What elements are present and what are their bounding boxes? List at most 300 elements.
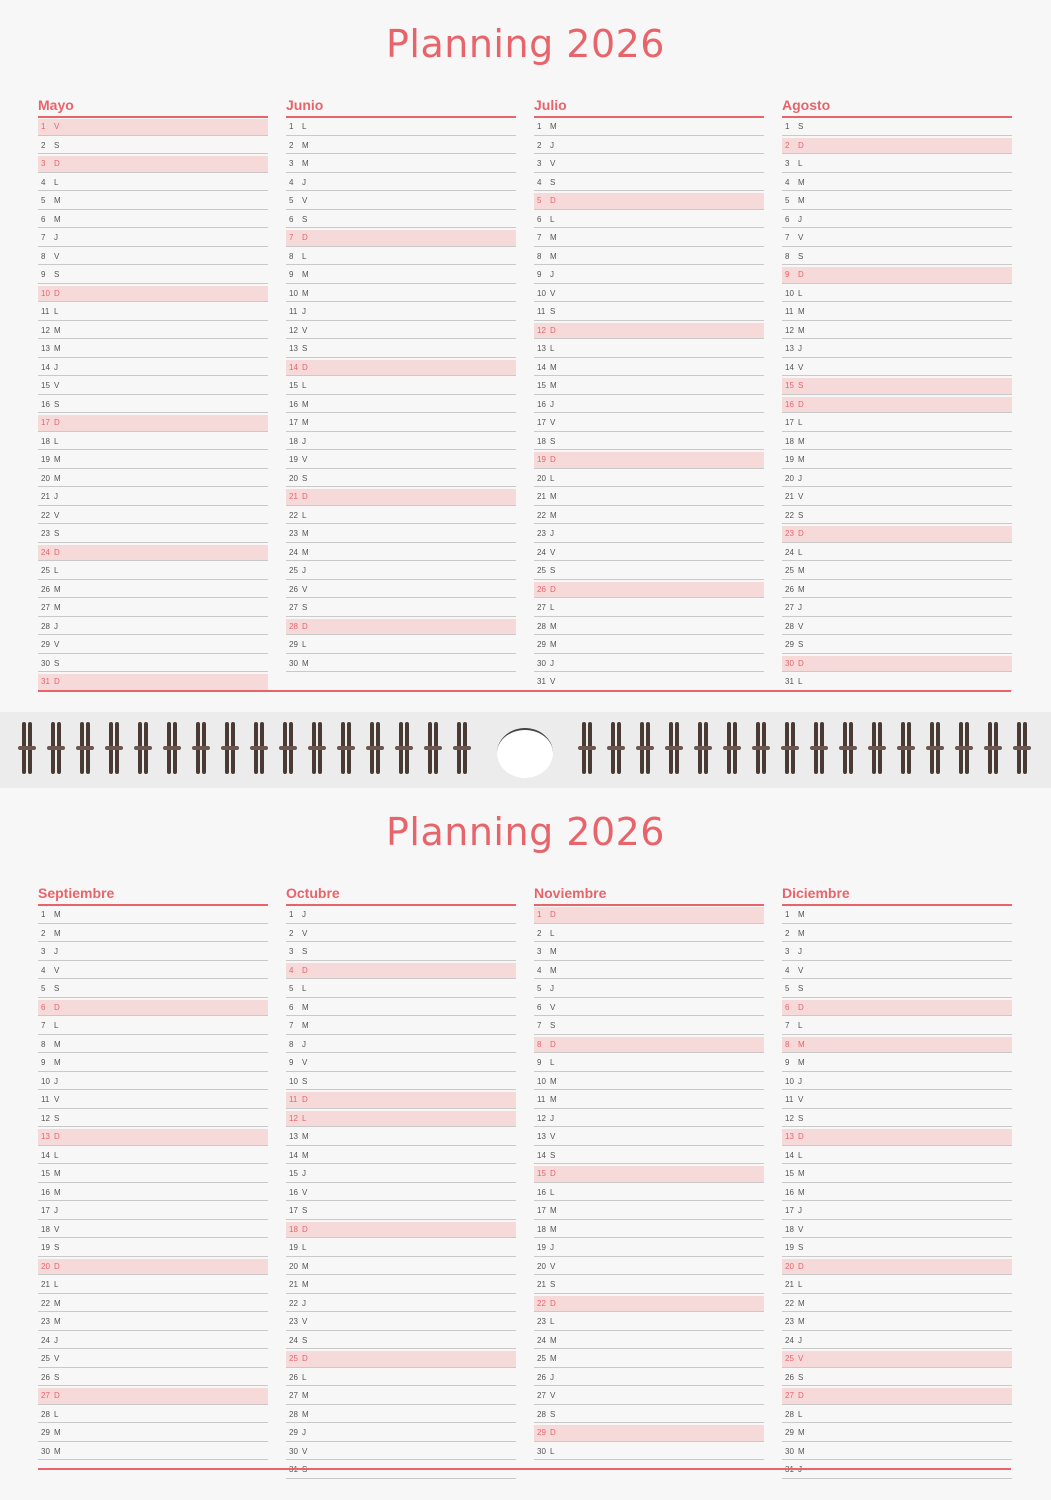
weekday-letter: S — [550, 566, 556, 575]
weekday-letter: M — [550, 640, 557, 649]
day-row-holiday — [38, 286, 268, 303]
day-row — [38, 1407, 268, 1424]
weekday-letter: J — [302, 436, 306, 446]
weekday-letter: S — [54, 399, 60, 409]
month-column — [38, 94, 268, 693]
day-number — [785, 1462, 795, 1478]
day-number: 11 — [41, 1095, 50, 1104]
day-number: 7 — [41, 1021, 46, 1030]
weekday-letter: V — [550, 418, 556, 427]
day-list — [286, 907, 516, 1479]
day-number: 4 — [537, 177, 542, 187]
weekday-letter: S — [550, 436, 556, 446]
weekday-letter: J — [54, 362, 58, 372]
weekday-letter: J — [54, 233, 58, 242]
day-row — [286, 193, 516, 210]
weekday-letter: L — [302, 984, 307, 993]
day-row — [534, 1388, 764, 1405]
day-number: 4 — [785, 177, 790, 187]
day-row — [38, 1277, 268, 1294]
day-row — [38, 1203, 268, 1220]
day-row — [38, 1240, 268, 1257]
day-row — [286, 508, 516, 525]
day-row — [534, 1222, 764, 1239]
weekday-letter: M — [54, 584, 61, 594]
weekday-letter: L — [302, 510, 307, 520]
weekday-letter: S — [550, 307, 556, 316]
day-number: 7 — [785, 1021, 790, 1030]
day-number: 21 — [289, 492, 298, 501]
day-number: 10 — [41, 288, 50, 298]
weekday-letter: M — [550, 381, 557, 390]
day-row — [286, 1037, 516, 1054]
day-row — [534, 1129, 764, 1146]
day-row — [286, 267, 516, 284]
day-number: 24 — [41, 1335, 50, 1345]
day-row — [534, 1055, 764, 1072]
day-row-holiday — [286, 1092, 516, 1109]
day-number: 1 — [537, 122, 542, 131]
spiral-coil — [611, 722, 621, 774]
weekday-letter: M — [798, 910, 805, 919]
day-row — [286, 1388, 516, 1405]
day-list — [38, 119, 268, 691]
day-number: 7 — [785, 233, 790, 242]
day-row — [782, 907, 1012, 924]
day-row — [286, 286, 516, 303]
day-number: 6 — [41, 214, 46, 224]
weekday-letter: S — [798, 381, 804, 390]
day-row — [286, 637, 516, 654]
weekday-letter: L — [550, 1446, 555, 1456]
weekday-letter: M — [54, 1317, 61, 1326]
day-row — [38, 637, 268, 654]
day-row — [286, 656, 516, 673]
weekday-letter: V — [798, 965, 804, 975]
weekday-letter: D — [302, 492, 308, 501]
weekday-letter: M — [302, 658, 309, 668]
day-row — [782, 360, 1012, 377]
day-row — [38, 600, 268, 617]
weekday-letter: V — [798, 1224, 804, 1234]
day-number: 3 — [289, 947, 294, 956]
day-number: 30 — [785, 1446, 794, 1456]
day-number: 29 — [289, 1428, 298, 1437]
weekday-letter: M — [302, 1132, 309, 1141]
day-number: 1 — [289, 910, 294, 919]
day-number: 15 — [537, 381, 546, 390]
day-row — [782, 1425, 1012, 1442]
weekday-letter: L — [550, 214, 555, 224]
weekday-letter: V — [798, 362, 804, 372]
day-row — [782, 1222, 1012, 1239]
day-number: 3 — [785, 159, 790, 168]
weekday-letter: V — [54, 510, 60, 520]
weekday-letter: J — [302, 307, 306, 316]
weekday-letter: M — [302, 529, 309, 538]
day-number: 14 — [785, 362, 794, 372]
day-row — [38, 907, 268, 924]
day-number: 7 — [537, 1021, 542, 1030]
day-row — [534, 138, 764, 155]
day-row — [38, 926, 268, 943]
day-row — [782, 1444, 1012, 1461]
month-column — [286, 882, 516, 1481]
day-row — [38, 267, 268, 284]
weekday-letter: M — [798, 1169, 805, 1178]
weekday-letter: M — [798, 1058, 805, 1067]
weekday-letter: D — [302, 1095, 308, 1104]
day-row-holiday — [286, 230, 516, 247]
weekday-letter: M — [54, 455, 61, 464]
weekday-letter: M — [54, 1298, 61, 1308]
day-row — [38, 341, 268, 358]
day-number: 21 — [289, 1280, 298, 1289]
day-number: 16 — [537, 399, 546, 409]
day-row — [782, 434, 1012, 451]
day-number: 23 — [537, 529, 546, 538]
spiral-coil — [399, 722, 409, 774]
day-number: 4 — [41, 965, 46, 975]
day-row — [286, 1240, 516, 1257]
day-row — [38, 981, 268, 998]
day-number: 17 — [537, 1206, 546, 1215]
weekday-letter: M — [798, 196, 805, 205]
day-list — [38, 907, 268, 1460]
weekday-letter: S — [54, 529, 60, 538]
weekday-letter: L — [798, 1021, 803, 1030]
weekday-letter: M — [798, 307, 805, 316]
day-number: 2 — [41, 928, 46, 938]
day-row-holiday — [38, 1388, 268, 1405]
day-row — [286, 304, 516, 321]
day-number: 2 — [289, 928, 294, 938]
day-number: 14 — [289, 1150, 298, 1160]
day-number: 28 — [537, 621, 546, 631]
day-number: 11 — [41, 307, 50, 316]
spiral-coil — [225, 722, 235, 774]
day-number: 31 — [41, 677, 50, 686]
month-column — [782, 94, 1012, 693]
month-column — [38, 882, 268, 1462]
weekday-letter: S — [54, 140, 60, 150]
day-number: 18 — [537, 436, 546, 446]
spiral-coil — [312, 722, 322, 774]
weekday-letter: D — [550, 196, 556, 205]
weekday-letter: J — [798, 1335, 802, 1345]
day-number: 1 — [785, 122, 790, 131]
weekday-letter: L — [798, 677, 803, 686]
day-row-holiday — [782, 1037, 1012, 1054]
weekday-letter: J — [550, 658, 554, 668]
day-row — [38, 1092, 268, 1109]
day-row — [38, 1037, 268, 1054]
day-row — [286, 434, 516, 451]
day-row-holiday — [286, 489, 516, 506]
weekday-letter: D — [798, 399, 804, 409]
day-number: 13 — [41, 1132, 50, 1141]
day-number: 8 — [289, 251, 294, 261]
day-row — [534, 304, 764, 321]
weekday-letter: L — [550, 344, 555, 353]
day-row — [534, 1018, 764, 1035]
day-number: 6 — [537, 1002, 542, 1012]
weekday-letter: S — [798, 984, 804, 993]
day-number: 17 — [785, 1206, 794, 1215]
weekday-letter: M — [302, 159, 309, 168]
day-number: 30 — [785, 658, 794, 668]
day-row — [286, 1055, 516, 1072]
weekday-letter: M — [798, 1428, 805, 1437]
day-number: 24 — [289, 1335, 298, 1345]
day-number: 23 — [41, 529, 50, 538]
day-row — [782, 1277, 1012, 1294]
day-row — [286, 907, 516, 924]
day-number: 25 — [537, 1354, 546, 1363]
day-row — [782, 1185, 1012, 1202]
day-row-holiday — [534, 323, 764, 340]
day-number: 22 — [289, 510, 298, 520]
day-number: 19 — [785, 455, 794, 464]
day-number: 19 — [785, 1243, 794, 1252]
weekday-letter: M — [798, 1187, 805, 1197]
day-number: 8 — [537, 1039, 542, 1049]
day-number: 9 — [41, 1058, 46, 1067]
day-row — [782, 545, 1012, 562]
weekday-letter: M — [550, 1206, 557, 1215]
day-number: 14 — [785, 1150, 794, 1160]
weekday-letter: D — [550, 910, 556, 919]
day-number: 17 — [289, 418, 298, 427]
day-number: 25 — [41, 1354, 50, 1363]
day-number: 14 — [41, 362, 50, 372]
day-row-holiday — [782, 1129, 1012, 1146]
day-number: 15 — [785, 381, 794, 390]
weekday-letter: M — [550, 510, 557, 520]
day-row — [38, 397, 268, 414]
day-row — [286, 600, 516, 617]
day-row — [286, 415, 516, 432]
day-row — [782, 415, 1012, 432]
weekday-letter: L — [302, 1243, 307, 1252]
weekday-letter: J — [302, 910, 306, 919]
weekday-letter: S — [302, 947, 308, 956]
weekday-letter: V — [550, 677, 556, 686]
weekday-letter: V — [54, 381, 60, 390]
day-row — [38, 230, 268, 247]
day-number: 6 — [289, 214, 294, 224]
day-number: 24 — [785, 547, 794, 557]
day-row — [534, 1111, 764, 1128]
weekday-letter: D — [798, 270, 804, 279]
day-number: 21 — [41, 1280, 50, 1289]
day-number: 21 — [537, 1280, 546, 1289]
day-number: 30 — [537, 1446, 546, 1456]
weekday-letter: S — [302, 214, 308, 224]
spiral-coil — [814, 722, 824, 774]
day-number: 15 — [41, 381, 50, 390]
day-row — [38, 1185, 268, 1202]
day-row — [782, 1240, 1012, 1257]
weekday-letter: V — [302, 325, 308, 335]
day-number: 11 — [289, 307, 298, 316]
day-number: 16 — [41, 399, 50, 409]
spiral-coil — [727, 722, 737, 774]
spiral-coil — [254, 722, 264, 774]
weekday-letter: M — [302, 1002, 309, 1012]
day-number: 9 — [289, 270, 294, 279]
weekday-letter: D — [550, 1428, 556, 1437]
day-row — [782, 1148, 1012, 1165]
weekday-letter: D — [550, 455, 556, 464]
weekday-letter: L — [54, 1280, 59, 1289]
weekday-letter: M — [54, 1187, 61, 1197]
weekday-letter: M — [302, 418, 309, 427]
weekday-letter: M — [54, 1169, 61, 1178]
weekday-letter: L — [798, 418, 803, 427]
day-number: 25 — [785, 566, 794, 575]
day-row — [534, 1203, 764, 1220]
weekday-letter: M — [550, 122, 557, 131]
day-row — [782, 619, 1012, 636]
weekday-letter: J — [302, 177, 306, 187]
day-number: 18 — [785, 436, 794, 446]
page-title: Planning 2026 — [386, 810, 665, 854]
day-row — [534, 563, 764, 580]
weekday-letter: M — [302, 399, 309, 409]
weekday-letter: M — [54, 1058, 61, 1067]
day-number — [289, 1462, 299, 1478]
weekday-letter: D — [798, 1002, 804, 1012]
day-number: 5 — [785, 196, 790, 205]
day-number: 10 — [537, 1076, 546, 1086]
day-row — [782, 674, 1012, 691]
day-number: 26 — [41, 584, 50, 594]
day-number: 27 — [537, 1391, 546, 1400]
day-number: 26 — [41, 1372, 50, 1382]
day-row — [286, 452, 516, 469]
weekday-letter: L — [798, 159, 803, 168]
spiral-coil — [80, 722, 90, 774]
day-list — [534, 907, 764, 1460]
weekday-letter: S — [550, 1280, 556, 1289]
day-number: 17 — [785, 418, 794, 427]
day-row-holiday — [534, 1425, 764, 1442]
weekday-letter: L — [550, 473, 555, 483]
page-title: Planning 2026 — [386, 22, 665, 66]
day-number: 22 — [785, 510, 794, 520]
weekday-letter: J — [798, 1076, 802, 1086]
weekday-letter: M — [550, 1354, 557, 1363]
weekday-letter: J — [302, 1428, 306, 1437]
day-row — [534, 926, 764, 943]
day-number: 30 — [537, 658, 546, 668]
day-number: 7 — [41, 233, 46, 242]
weekday-letter: D — [550, 1039, 556, 1049]
day-number: 24 — [289, 547, 298, 557]
day-row — [38, 175, 268, 192]
calendar-page-bottom — [0, 788, 1051, 1500]
day-number: 5 — [41, 984, 46, 993]
weekday-letter: D — [798, 140, 804, 150]
weekday-letter: S — [302, 473, 308, 483]
weekday-letter: L — [302, 381, 307, 390]
weekday-letter: J — [798, 947, 802, 956]
day-row-holiday — [782, 397, 1012, 414]
weekday-letter: J — [798, 603, 802, 612]
day-row — [534, 286, 764, 303]
day-number: 25 — [289, 1354, 298, 1363]
weekday-letter: M — [550, 1076, 557, 1086]
weekday-letter: M — [54, 196, 61, 205]
day-number: 13 — [537, 344, 546, 353]
day-number: 22 — [41, 1298, 50, 1308]
day-row — [38, 1222, 268, 1239]
day-row — [38, 360, 268, 377]
day-number: 8 — [41, 251, 46, 261]
day-number: 21 — [537, 492, 546, 501]
day-row — [782, 1462, 1012, 1479]
day-number: 2 — [41, 140, 46, 150]
spiral-coil — [1017, 722, 1027, 774]
day-number: 17 — [289, 1206, 298, 1215]
weekday-letter: V — [54, 251, 60, 261]
weekday-letter: M — [54, 1428, 61, 1437]
day-number: 10 — [785, 288, 794, 298]
day-row — [286, 175, 516, 192]
day-number: 15 — [785, 1169, 794, 1178]
day-number: 22 — [41, 510, 50, 520]
weekday-letter: V — [798, 233, 804, 242]
weekday-letter: J — [550, 1113, 554, 1123]
day-row — [534, 397, 764, 414]
day-number: 19 — [289, 1243, 298, 1252]
day-number: 20 — [537, 473, 546, 483]
day-row — [38, 304, 268, 321]
day-row — [38, 1055, 268, 1072]
day-row — [534, 1074, 764, 1091]
day-number: 28 — [785, 621, 794, 631]
day-row — [38, 563, 268, 580]
day-number: 1 — [289, 122, 294, 131]
spiral-coil — [843, 722, 853, 774]
day-row — [38, 1425, 268, 1442]
day-number: 16 — [41, 1187, 50, 1197]
spiral-coil — [930, 722, 940, 774]
spiral-coil — [428, 722, 438, 774]
day-row-holiday — [38, 119, 268, 136]
day-row — [38, 619, 268, 636]
weekday-letter: M — [54, 928, 61, 938]
day-number: 5 — [537, 984, 542, 993]
weekday-letter: M — [798, 1298, 805, 1308]
day-row — [286, 1259, 516, 1276]
day-number: 27 — [41, 603, 50, 612]
weekday-letter: D — [550, 1298, 556, 1308]
month-name: Junio — [286, 94, 516, 118]
spiral-coil — [669, 722, 679, 774]
day-row — [286, 119, 516, 136]
day-row — [782, 963, 1012, 980]
spiral-coil — [196, 722, 206, 774]
day-number: 7 — [289, 233, 294, 242]
day-number: 13 — [537, 1132, 546, 1141]
day-number: 27 — [289, 603, 298, 612]
weekday-letter: D — [54, 418, 60, 427]
weekday-letter: V — [550, 547, 556, 557]
day-number: 26 — [289, 1372, 298, 1382]
day-row — [782, 193, 1012, 210]
